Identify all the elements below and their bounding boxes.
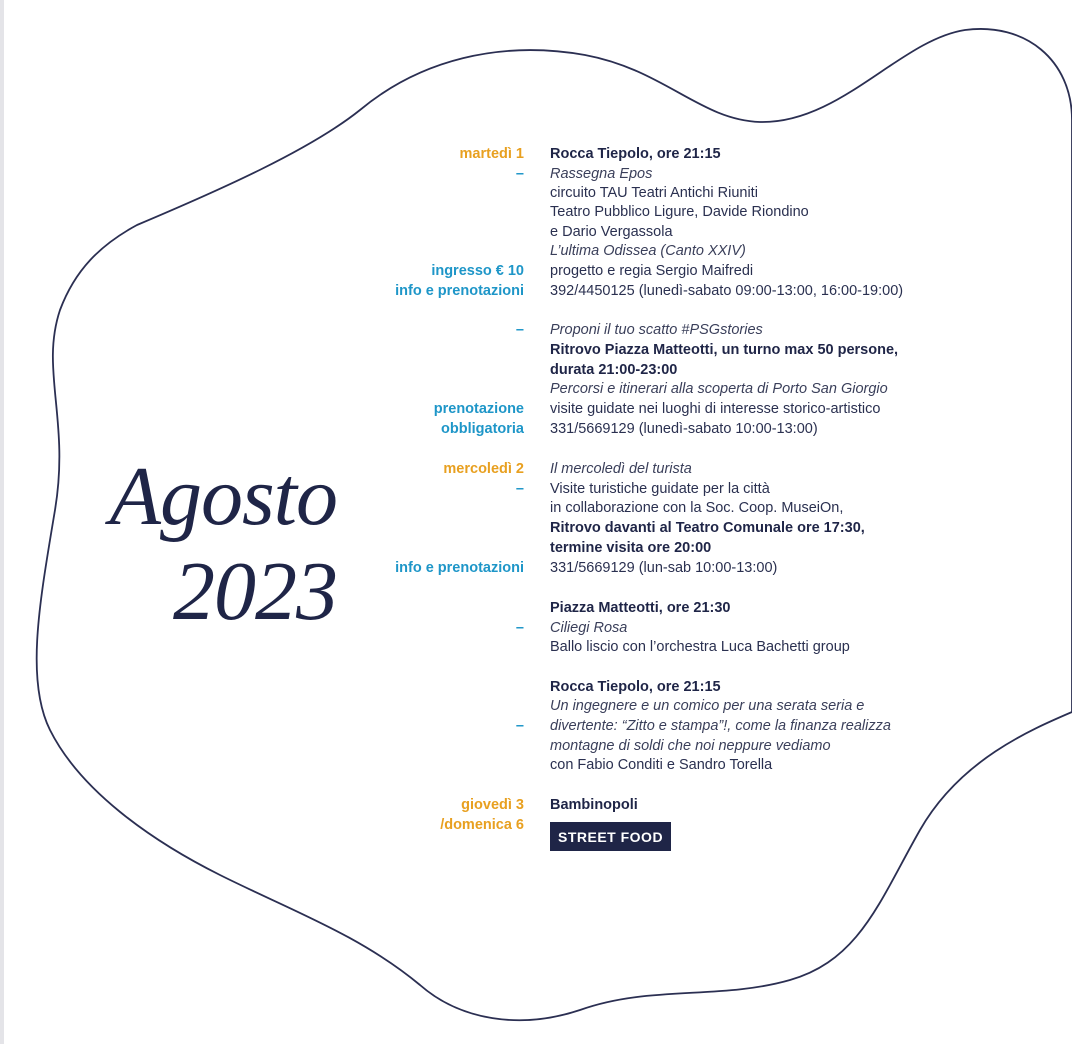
event-text: divertente: “Zitto e stampa”!, come la finanza realizza xyxy=(550,718,891,734)
event-text: 331/5669129 (lun-sab 10:00-13:00) xyxy=(550,560,778,576)
event-text: Proponi il tuo scatto #PSGstories xyxy=(550,322,763,338)
event-label: – xyxy=(515,620,524,636)
event-line xyxy=(0,222,1072,242)
street-food-badge: STREET FOOD xyxy=(550,822,671,851)
event-line xyxy=(0,736,1072,756)
event-line xyxy=(0,479,1072,499)
event-line xyxy=(0,558,1072,578)
event-line xyxy=(0,419,1072,439)
event-line xyxy=(0,360,1072,380)
event-line xyxy=(0,716,1072,736)
event-line xyxy=(0,815,1072,835)
event-line xyxy=(0,696,1072,716)
event-line xyxy=(0,164,1072,184)
event-text: L’ultima Odissea (Canto XXIV) xyxy=(550,243,746,259)
event-line xyxy=(0,538,1072,558)
event-text: circuito TAU Teatri Antichi Riuniti xyxy=(550,185,758,201)
event-line xyxy=(0,379,1072,399)
event-line xyxy=(0,795,1072,815)
event-text: Ballo liscio con l’orchestra Luca Bachetti group xyxy=(550,639,850,655)
event-label: /domenica 6 xyxy=(440,817,524,833)
event-label: – xyxy=(515,322,524,338)
title-month: Agosto xyxy=(109,450,337,543)
event-text: Teatro Pubblico Ligure, Davide Riondino xyxy=(550,204,809,220)
event-text: Bambinopoli xyxy=(550,797,638,813)
event-text: Piazza Matteotti, ore 21:30 xyxy=(550,600,731,616)
event-label: obbligatoria xyxy=(441,421,524,437)
event-label: ingresso € 10 xyxy=(431,263,524,279)
event-line xyxy=(0,459,1072,479)
event-line xyxy=(0,340,1072,360)
event-text: in collaborazione con la Soc. Coop. MuseiOn, xyxy=(550,500,844,516)
event-text: visite guidate nei luoghi di interesse storico-artistico xyxy=(550,401,881,417)
event-label: info e prenotazioni xyxy=(395,283,524,299)
event-label: prenotazione xyxy=(433,401,524,417)
event-line xyxy=(0,598,1072,618)
event-line xyxy=(0,637,1072,657)
event-text: Il mercoledì del turista xyxy=(550,461,692,477)
event-text: Un ingegnere e un comico per una serata seria e xyxy=(550,698,865,714)
event-label: – xyxy=(515,481,524,497)
event-line xyxy=(0,261,1072,281)
event-line xyxy=(0,518,1072,538)
event-text: Visite turistiche guidate per la città xyxy=(550,481,770,497)
event-text: montagne di soldi che noi neppure vediamo xyxy=(550,738,831,754)
event-text: Rassegna Epos xyxy=(550,166,653,182)
event-line xyxy=(0,202,1072,222)
event-line xyxy=(0,755,1072,775)
event-line xyxy=(0,677,1072,697)
event-text: e Dario Vergassola xyxy=(550,224,673,240)
event-line xyxy=(0,320,1072,340)
event-line xyxy=(0,183,1072,203)
event-text: 392/4450125 (lunedì-sabato 09:00-13:00, 16:00-19:00) xyxy=(550,283,904,299)
event-line xyxy=(0,241,1072,261)
event-line xyxy=(0,399,1072,419)
event-text: 331/5669129 (lunedì-sabato 10:00-13:00) xyxy=(550,421,818,437)
event-label: – xyxy=(515,166,524,182)
event-text: Percorsi e itinerari alla scoperta di Porto San Giorgio xyxy=(550,381,888,397)
event-label: giovedì 3 xyxy=(461,797,524,813)
event-text: progetto e regia Sergio Maifredi xyxy=(550,263,754,279)
event-label: info e prenotazioni xyxy=(395,560,524,576)
event-label: martedì 1 xyxy=(459,146,524,162)
event-label: – xyxy=(515,718,524,734)
event-text: Ciliegi Rosa xyxy=(550,620,628,636)
event-text: con Fabio Conditi e Sandro Torella xyxy=(550,757,773,773)
event-text: termine visita ore 20:00 xyxy=(550,540,712,556)
event-line xyxy=(0,281,1072,301)
event-text: durata 21:00-23:00 xyxy=(550,362,678,378)
title-year: 2023 xyxy=(173,545,337,638)
event-text: Ritrovo Piazza Matteotti, un turno max 50 persone, xyxy=(550,342,899,358)
event-line xyxy=(0,498,1072,518)
event-text: Ritrovo davanti al Teatro Comunale ore 17:30, xyxy=(550,520,865,536)
event-line xyxy=(0,618,1072,638)
event-label: mercoledì 2 xyxy=(443,461,524,477)
event-text: Rocca Tiepolo, ore 21:15 xyxy=(550,679,721,695)
event-line xyxy=(0,144,1072,164)
event-text: Rocca Tiepolo, ore 21:15 xyxy=(550,146,721,162)
